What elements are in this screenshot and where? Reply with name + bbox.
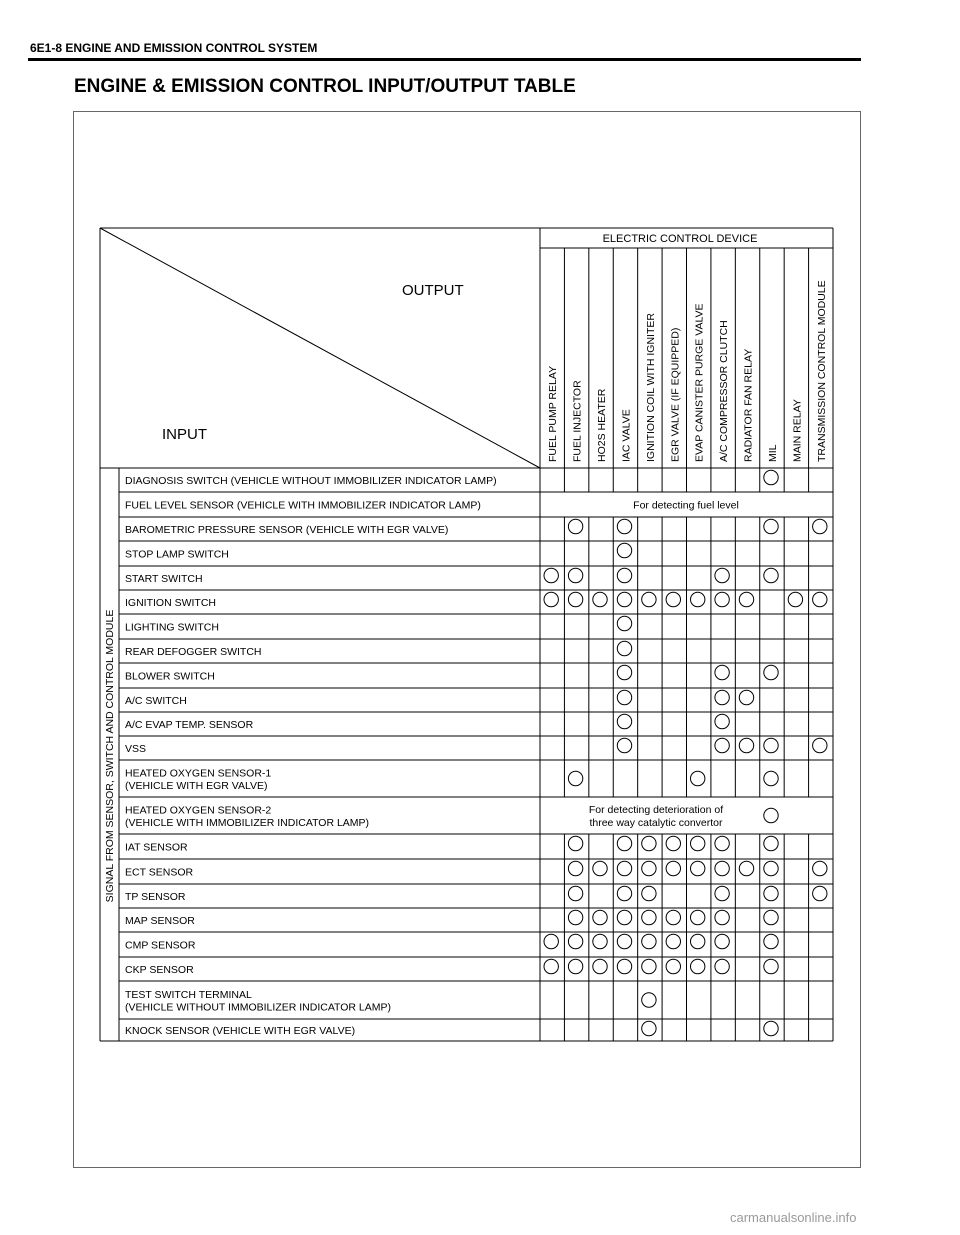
column-label: IGNITION COIL WITH IGNITER bbox=[644, 313, 657, 462]
mark-circle bbox=[568, 959, 582, 973]
mark-circle bbox=[642, 836, 656, 850]
side-label: SIGNAL FROM SENSOR, SWITCH AND CONTROL MODULE bbox=[104, 609, 116, 903]
column-label: RADIATOR FAN RELAY bbox=[742, 348, 755, 462]
mark-circle bbox=[813, 519, 827, 533]
mark-circle bbox=[617, 641, 631, 655]
mark-circle bbox=[715, 665, 729, 679]
mark-circle bbox=[617, 910, 631, 924]
mark-circle bbox=[568, 910, 582, 924]
column-label: FUEL PUMP RELAY bbox=[547, 365, 560, 462]
mark-circle bbox=[617, 616, 631, 630]
mark-circle bbox=[764, 959, 778, 973]
mark-circle bbox=[715, 836, 729, 850]
row-labels bbox=[125, 475, 739, 1037]
mark-circle bbox=[642, 993, 656, 1007]
mark-circle bbox=[617, 690, 631, 704]
mark-circle bbox=[593, 910, 607, 924]
column-label: FUEL INJECTOR bbox=[571, 380, 584, 462]
mark-circle bbox=[617, 959, 631, 973]
mark-circle bbox=[764, 771, 778, 785]
mark-circle bbox=[813, 738, 827, 752]
mark-circle bbox=[617, 714, 631, 728]
mark-circle bbox=[568, 836, 582, 850]
mark-circle bbox=[568, 519, 582, 533]
mark-circle bbox=[715, 934, 729, 948]
mark-circle bbox=[691, 910, 705, 924]
row-label: STOP LAMP SWITCH bbox=[125, 548, 229, 561]
mark-circle bbox=[617, 738, 631, 752]
mark-circle bbox=[764, 808, 778, 822]
output-group-label: ELECTRIC CONTROL DEVICE bbox=[602, 233, 758, 245]
mark-circle bbox=[666, 959, 680, 973]
row-label: KNOCK SENSOR (VEHICLE WITH EGR VALVE) bbox=[125, 1025, 356, 1037]
mark-circle bbox=[593, 592, 607, 606]
mark-circle bbox=[593, 934, 607, 948]
mark-circle bbox=[593, 959, 607, 973]
mark-circle bbox=[617, 934, 631, 948]
mark-circle bbox=[617, 519, 631, 533]
row-label: IAT SENSOR bbox=[125, 841, 188, 854]
mark-circle bbox=[642, 886, 656, 900]
mark-circle bbox=[715, 886, 729, 900]
mark-circle bbox=[617, 592, 631, 606]
mark-circle bbox=[617, 543, 631, 557]
row-label: TP SENSOR bbox=[125, 891, 186, 903]
mark-circle bbox=[642, 934, 656, 948]
mark-circle bbox=[642, 910, 656, 924]
mark-circle bbox=[544, 592, 558, 606]
mark-circle bbox=[617, 665, 631, 679]
column-label: EGR VALVE (IF EQUIPPED) bbox=[669, 327, 682, 462]
mark-circle bbox=[715, 714, 729, 728]
mark-circle bbox=[715, 738, 729, 752]
mark-circle bbox=[764, 470, 778, 484]
mark-circle bbox=[813, 861, 827, 875]
row-label: HEATED OXYGEN SENSOR-1 bbox=[125, 767, 272, 780]
mark-circle bbox=[715, 959, 729, 973]
mark-circle bbox=[617, 886, 631, 900]
mark-circle bbox=[739, 592, 753, 606]
row-label: (VEHICLE WITH EGR VALVE) bbox=[125, 779, 268, 792]
mark-circle bbox=[764, 665, 778, 679]
mark-circle bbox=[739, 738, 753, 752]
mark-circle bbox=[617, 568, 631, 582]
row-label: LIGHTING SWITCH bbox=[125, 621, 219, 634]
column-label: TRANSMISSION CONTROL MODULE bbox=[815, 280, 828, 462]
column-label: IAC VALVE bbox=[620, 409, 633, 462]
mark-circle bbox=[642, 861, 656, 875]
corner-input-label: INPUT bbox=[162, 426, 207, 443]
mark-circle bbox=[568, 886, 582, 900]
mark-circle bbox=[568, 861, 582, 875]
mark-circle bbox=[568, 771, 582, 785]
mark-circle bbox=[813, 886, 827, 900]
mark-circle bbox=[764, 861, 778, 875]
watermark: carmanualsonline.info bbox=[730, 1210, 857, 1225]
mark-circle bbox=[715, 690, 729, 704]
mark-circle bbox=[617, 836, 631, 850]
column-label: EVAP CANISTER PURGE VALVE bbox=[693, 303, 706, 462]
mark-circle bbox=[764, 738, 778, 752]
row-label: START SWITCH bbox=[125, 573, 203, 585]
row-label: BLOWER SWITCH bbox=[125, 670, 215, 683]
mark-circle bbox=[739, 690, 753, 704]
mark-circle bbox=[764, 886, 778, 900]
mark-circle bbox=[617, 861, 631, 875]
mark-circle bbox=[813, 592, 827, 606]
page-title: ENGINE & EMISSION CONTROL INPUT/OUTPUT TABLE bbox=[74, 76, 576, 97]
row-label: FUEL LEVEL SENSOR (VEHICLE WITH IMMOBILIZER INDICATOR LAMP) bbox=[125, 499, 481, 512]
row-note: three way catalytic convertor bbox=[589, 817, 723, 829]
mark-circle bbox=[691, 836, 705, 850]
mark-circle bbox=[691, 592, 705, 606]
mark-circle bbox=[544, 568, 558, 582]
column-label: A/C COMPRESSOR CLUTCH bbox=[718, 320, 731, 462]
column-label: MIL bbox=[767, 444, 779, 462]
mark-circle bbox=[568, 568, 582, 582]
mark-circle bbox=[691, 934, 705, 948]
mark-circle bbox=[642, 959, 656, 973]
mark-circle bbox=[715, 592, 729, 606]
mark-circle bbox=[764, 519, 778, 533]
mark-circle bbox=[788, 592, 802, 606]
mark-circle bbox=[739, 861, 753, 875]
row-label: A/C SWITCH bbox=[125, 695, 187, 707]
mark-circle bbox=[544, 959, 558, 973]
mark-circle bbox=[666, 836, 680, 850]
row-label: IGNITION SWITCH bbox=[125, 597, 216, 609]
mark-circle bbox=[691, 771, 705, 785]
column-label: HO2S HEATER bbox=[596, 388, 608, 462]
row-label: ECT SENSOR bbox=[125, 866, 194, 879]
mark-circle bbox=[715, 568, 729, 582]
row-label: REAR DEFOGGER SWITCH bbox=[125, 646, 262, 658]
mark-circle bbox=[715, 861, 729, 875]
mark-circle bbox=[764, 934, 778, 948]
header-title: 6E1-8 ENGINE AND EMISSION CONTROL SYSTEM bbox=[30, 41, 318, 55]
mark-circle bbox=[691, 861, 705, 875]
corner-output-label: OUTPUT bbox=[402, 282, 464, 299]
row-label: DIAGNOSIS SWITCH (VEHICLE WITHOUT IMMOBILIZER INDICATOR LAMP) bbox=[125, 475, 497, 487]
mark-circle bbox=[568, 934, 582, 948]
mark-circle bbox=[642, 1021, 656, 1035]
mark-circle bbox=[593, 861, 607, 875]
row-label: CMP SENSOR bbox=[125, 939, 196, 952]
row-label: CKP SENSOR bbox=[125, 964, 194, 976]
row-label: HEATED OXYGEN SENSOR-2 bbox=[125, 804, 272, 817]
mark-circle bbox=[568, 592, 582, 606]
mark-circle bbox=[666, 592, 680, 606]
row-label: (VEHICLE WITHOUT IMMOBILIZER INDICATOR LAMP) bbox=[125, 1001, 392, 1014]
mark-circle bbox=[666, 934, 680, 948]
mark-circle bbox=[764, 568, 778, 582]
mark-circle bbox=[666, 861, 680, 875]
mark-circle bbox=[764, 1021, 778, 1035]
row-label: MAP SENSOR bbox=[125, 915, 195, 927]
row-label: BAROMETRIC PRESSURE SENSOR (VEHICLE WITH EGR VALVE) bbox=[125, 524, 449, 536]
row-note: For detecting deterioration of bbox=[588, 804, 724, 816]
column-label: MAIN RELAY bbox=[791, 399, 804, 462]
mark-circle bbox=[544, 934, 558, 948]
mark-circle bbox=[642, 592, 656, 606]
mark-circle bbox=[764, 836, 778, 850]
row-label: A/C EVAP TEMP. SENSOR bbox=[125, 719, 254, 731]
mark-circle bbox=[715, 910, 729, 924]
mark-circle bbox=[764, 910, 778, 924]
mark-circle bbox=[666, 910, 680, 924]
row-label: (VEHICLE WITH IMMOBILIZER INDICATOR LAMP) bbox=[125, 816, 370, 829]
mark-circle bbox=[691, 959, 705, 973]
row-note: For detecting fuel level bbox=[633, 499, 739, 512]
row-label: VSS bbox=[125, 743, 147, 755]
row-label: TEST SWITCH TERMINAL bbox=[125, 988, 252, 1001]
